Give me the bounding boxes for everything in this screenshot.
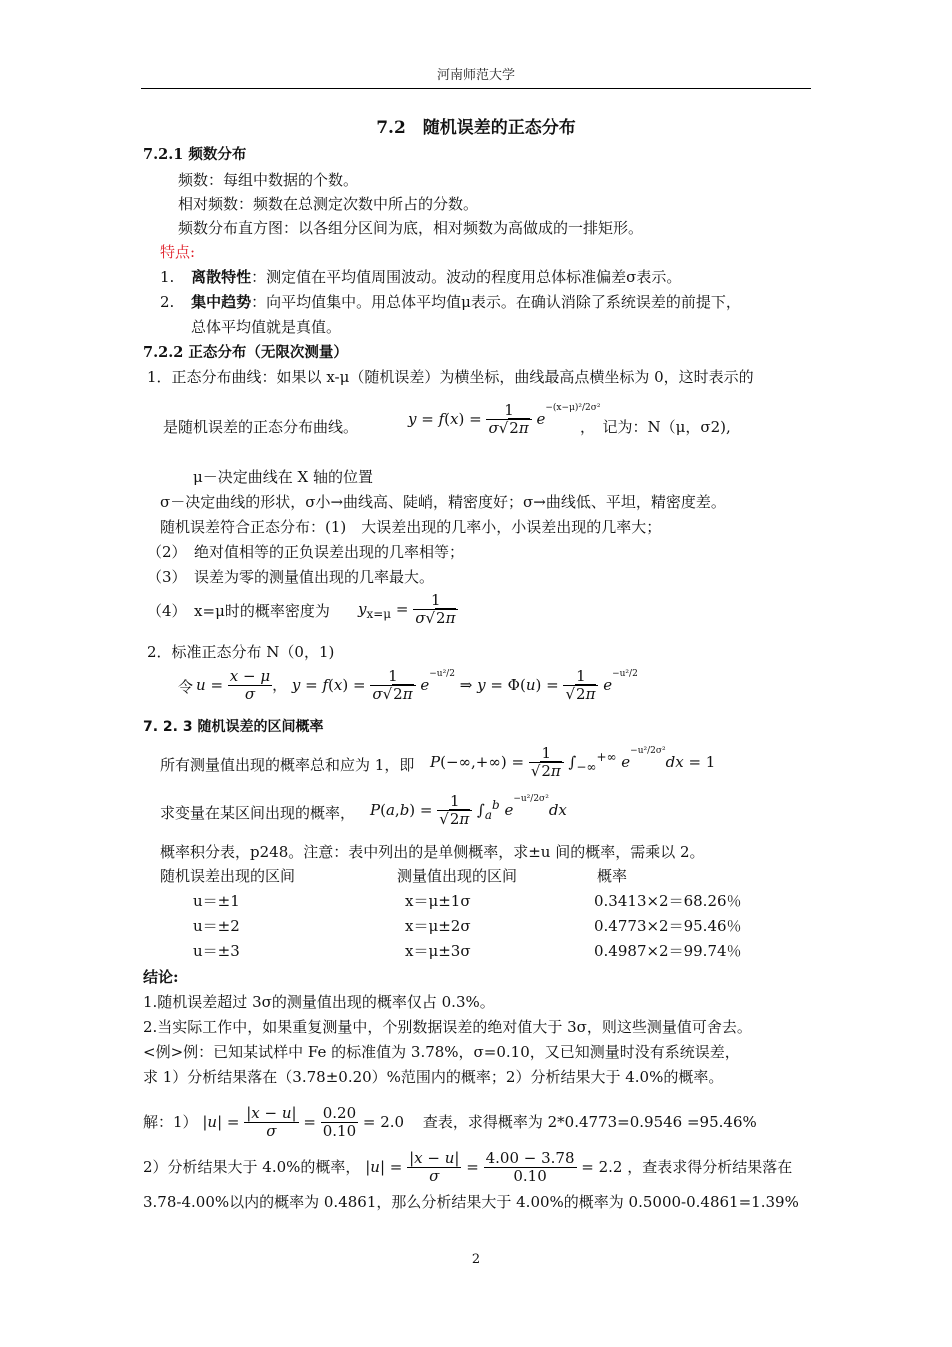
- feature-2-term: 集中趋势: [191, 293, 252, 311]
- let-label: 令: [178, 678, 194, 696]
- solution-2-result: ，查表求得分析结果落在: [627, 1157, 793, 1176]
- solution-2: [143, 1150, 792, 1186]
- heading-7-2-2: 7.2.2 正态分布（无限次测量）: [143, 344, 348, 361]
- table-cell: u＝±1: [193, 892, 240, 910]
- rel-freq-def: 相对频数：频数在总测定次数中所占的分数。: [178, 195, 479, 213]
- header-rule: [141, 88, 811, 89]
- section-title: 7.2 随机误差的正态分布: [376, 118, 576, 138]
- table-header-1: 随机误差出现的区间: [160, 867, 296, 885]
- normal-curve-desc-2: 是随机误差的正态分布曲线。: [163, 418, 359, 436]
- normal-curve-desc: 1．正态分布曲线：如果以 x-μ（随机误差）为横坐标，曲线最高点横坐标为 0，这时表示的: [147, 368, 754, 386]
- freq-def: 频数：每组中数据的个数。: [178, 171, 359, 189]
- features-label: 特点:: [160, 243, 196, 261]
- feature-2: [160, 293, 741, 312]
- feature-1-term: 离散特性: [191, 268, 252, 286]
- feature-2-text: ：向平均值集中。用总体平均值μ表示。在确认消除了系统误差的前提下，: [251, 293, 741, 311]
- table-cell: u＝±2: [193, 917, 240, 935]
- property-2: （2） 绝对值相等的正负误差出现的几率相等；: [147, 543, 465, 561]
- page-number: 2: [471, 1252, 481, 1267]
- table-note: 概率积分表，p248。注意：表中列出的是单侧概率，求±u 间的概率，需乘以 2。: [160, 843, 705, 861]
- table-cell: x＝μ±3σ: [405, 942, 471, 960]
- conclusion-1: 1.随机误差超过 3σ的测量值出现的概率仅占 0.3%。: [143, 993, 495, 1011]
- solution-1-result: 查表，求得概率为 2*0.4773=0.9546 =95.46%: [422, 1112, 757, 1131]
- mu-meaning: μ－决定曲线在 X 轴的位置: [193, 468, 373, 486]
- conclusion-label: 结论:: [143, 968, 179, 986]
- solution-1-label: 解：1）: [143, 1112, 198, 1131]
- total-prob-formula: P(−∞,+∞) = $\frac{1}{√2\pi}$ $\int_{-\infty}^{+\infty}$ $e^{-u^2/2\sigma^2}dx = 1$: [430, 744, 716, 781]
- feature-2-cont: 总体平均值就是真值。: [191, 318, 342, 336]
- property-3: （3） 误差为零的测量值出现的几率最大。: [147, 568, 435, 586]
- solution-2-final: 3.78-4.00%以内的概率为 0.4861，那么分析结果大于 4.00%的概率为 0.5000-0.4861=1.39%: [143, 1193, 799, 1211]
- normal-pdf-formula: y = f(x) = $\frac{1}{\sigma√2\pi}$ $e^{-(x-\mu)^2/2\sigma^2}$: [408, 401, 601, 438]
- table-cell: 0.4987×2＝99.74％: [594, 942, 742, 960]
- interval-prob-formula: P(a,b) = $\frac{1}{√2\pi}$ $\int_a^b$ $e^{-u^2/2\sigma^2}dx$: [370, 792, 567, 829]
- table-header-2: 测量值出现的区间: [397, 867, 518, 885]
- solution-2-label: 2）分析结果大于 4.0%的概率，: [143, 1157, 361, 1176]
- example-line-1: <例>例：已知某试样中 Fe 的标准值为 3.78%，σ=0.10，又已知测量时没有系统误差，: [143, 1043, 740, 1061]
- heading-7-2-3: 7. 2. 3 随机误差的区间概率: [143, 719, 324, 735]
- table-header-3: 概率: [597, 867, 628, 885]
- peak-density-formula: $y_{x=\mu}$ = $\frac{1}{\sigma√2\pi}$: [358, 592, 458, 628]
- feature-1-text: ：测定值在平均值周围波动。波动的程度用总体标准偏差σ表示。: [251, 268, 682, 286]
- solution-1: [143, 1105, 757, 1141]
- table-cell: u＝±3: [193, 942, 240, 960]
- feature-2-num: 2.: [160, 293, 175, 311]
- std-normal-heading: 2．标准正态分布 N（0，1): [147, 643, 335, 661]
- table-cell: x＝μ±1σ: [405, 892, 471, 910]
- table-cell: 0.3413×2＝68.26％: [594, 892, 742, 910]
- total-prob-text: 所有测量值出现的概率总和应为 1，即: [160, 756, 415, 774]
- interval-prob-text: 求变量在某区间出现的概率，: [160, 804, 356, 822]
- property-1: 随机误差符合正态分布：(1) 大误差出现的几率小，小误差出现的几率大；: [160, 518, 662, 536]
- std-normal-formula: u = $\frac{x - \mu}{\sigma}$ ， y = f(x) = $\frac{1}{\sigma√2\pi}$ $e^{-u^2/2}$ ⇒ y = Φ(u) = $\frac{1}{√2\pi}$ $e^{-u^2/2}$: [196, 667, 638, 704]
- histogram-def: 频数分布直方图：以各组分区间为底，相对频数为高做成的一排矩形。: [178, 219, 644, 237]
- sigma-meaning: σ－决定曲线的形状，σ小→曲线高、陡峭，精密度好；σ→曲线低、平坦，精密度差。: [160, 493, 726, 511]
- page-header: 河南师范大学: [436, 68, 515, 83]
- table-cell: x＝μ±2σ: [405, 917, 471, 935]
- conclusion-2: 2.当实际工作中，如果重复测量中，个别数据误差的绝对值大于 3σ，则这些测量值可舍去。: [143, 1018, 752, 1036]
- normal-notation: ， 记为：N（μ，σ2),: [580, 418, 731, 436]
- table-cell: 0.4773×2＝95.46％: [594, 917, 742, 935]
- solution-1-formula: |u| = $\frac{|x - u|}{\sigma}$ = $\frac{0.20}{0.10}$ = 2.0: [202, 1104, 409, 1141]
- example-line-2: 求 1）分析结果落在（3.78±0.20）%范围内的概率；2）分析结果大于 4.0%的概率。: [143, 1068, 724, 1086]
- heading-7-2-1: 7.2.1 频数分布: [143, 146, 247, 163]
- property-4: （4） x=μ时的概率密度为: [147, 602, 330, 620]
- solution-2-formula: |u| = $\frac{|x - u|}{\sigma}$ = $\frac{4.00 - 3.78}{0.10}$ = 2.2: [365, 1149, 628, 1186]
- feature-1-num: 1.: [160, 268, 175, 286]
- feature-1: [160, 268, 681, 287]
